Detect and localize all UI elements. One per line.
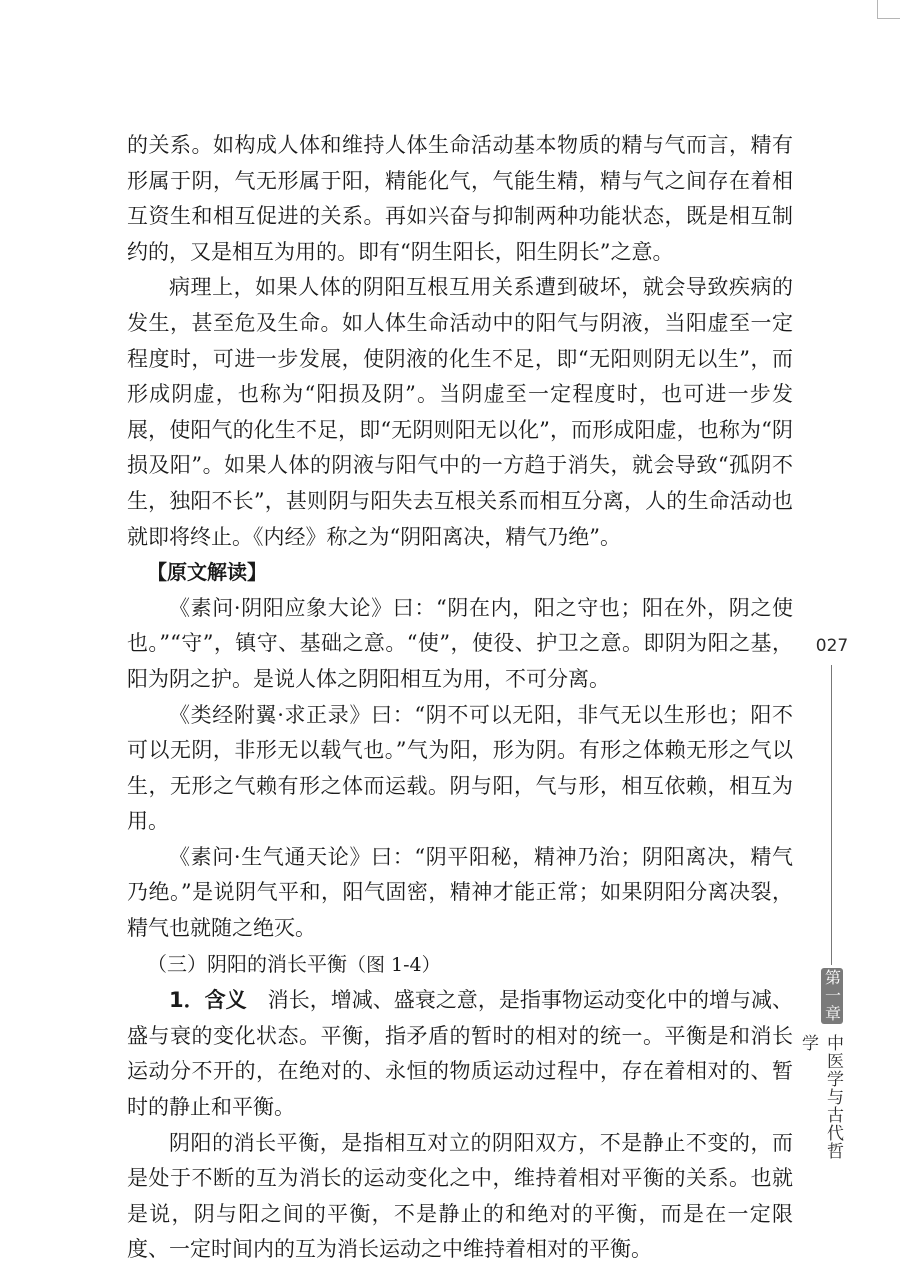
paragraph-suwen-yinyang: 《素问·阴阳应象大论》曰：“阴在内，阳之守也；阳在外，阴之使也。”“守”，镇守、基础之意。“使”，使役、护卫之意。即阴为阳之基，阳为阴之护。是说人体之阴阳相互为用，不可分离。 bbox=[127, 595, 793, 691]
paragraph-leijing: 《类经附翼·求正录》曰：“阴不可以无阳，非气无以生形也；阳不可以无阴，非形无以载气也。”气为阳，形为阴。有形之体赖无形之气以生，无形之气赖有形之体而运载。阴与阳，气与形，相互依赖，相互为用。 bbox=[127, 702, 793, 834]
paragraph-balance: 阴阳的消长平衡，是指相互对立的阴阳双方，不是静止不变的，而是处于不断的互为消长的运动变化之中，维持着相对平衡的关系。也就是说，阴与阳之间的平衡，不是静止的和绝对的平衡，而是在一定限度、一定时间内的互为消长运动之中维持着相对的平衡。 bbox=[127, 1130, 793, 1262]
paragraph-continuation: 的关系。如构成人体和维持人体生命活动基本物质的精与气而言，精有形属于阴，气无形属于阳，精能化气，气能生精，精与气之间存在着相互资生和相互促进的关系。再如兴奋与抑制两种功能状态，既是相互制约的，又是相互为用的。即有“阴生阳长，阳生阴长”之意。 bbox=[127, 133, 793, 264]
heading-original-text-interpretation: 【原文解读】 bbox=[147, 560, 267, 585]
side-rule bbox=[831, 665, 832, 965]
page-number: 027 bbox=[815, 636, 849, 656]
page-corner-mark bbox=[877, 0, 900, 19]
section-heading-balance bbox=[127, 947, 793, 984]
chapter-badge: 第一章 bbox=[822, 969, 842, 1023]
paragraph-definition bbox=[127, 983, 793, 1125]
figure-reference: （图 1-4） bbox=[347, 953, 441, 976]
chapter-title: 中医学与古代哲学 bbox=[798, 1034, 843, 1160]
body-text bbox=[127, 128, 793, 1268]
paragraph-pathology: 病理上，如果人体的阴阳互根互用关系遭到破坏，就会导致疾病的发生，甚至危及生命。如人体生命活动中的阳气与阴液，当阳虚至一定程度时，可进一步发展，使阴液的化生不足，即“无阳则阴无以生”，而形成阴虚，也称为“阳损及阴”。当阴虚至一定程度时，也可进一步发展，使阳气的化生不足，即“无阴则阳无以化”，而形成阳虚，也称为“阴损及阳”。如果人体的阴液与阳气中的一方趋于消失，就会导致“孤阴不生，独阳不长”，甚则阴与阳失去互根关系而相互分离，人的生命活动也就即将终止。《内经》称之为“阴阳离决，精气乃绝”。 bbox=[127, 275, 793, 549]
definition-lead: 1．含义 bbox=[169, 988, 247, 1013]
paragraph-suwen-shengqi: 《素问·生气通天论》曰：“阴平阳秘，精神乃治；阴阳离决，精气乃绝。”是说阴气平和，阳气固密，精神才能正常；如果阴阳分离决裂，精气也就随之绝灭。 bbox=[127, 844, 793, 941]
definition-text: 消长，增减、盛衰之意，是指事物运动变化中的增与减、盛与衰的变化状态。平衡，指矛盾的暂时的相对的统一。平衡是和消长运动分不开的，在绝对的、永恒的物质运动过程中，存在着相对的、暂时的静止和平衡。 bbox=[127, 988, 793, 1120]
section-heading-text: （三）阴阳的消长平衡 bbox=[147, 951, 347, 976]
